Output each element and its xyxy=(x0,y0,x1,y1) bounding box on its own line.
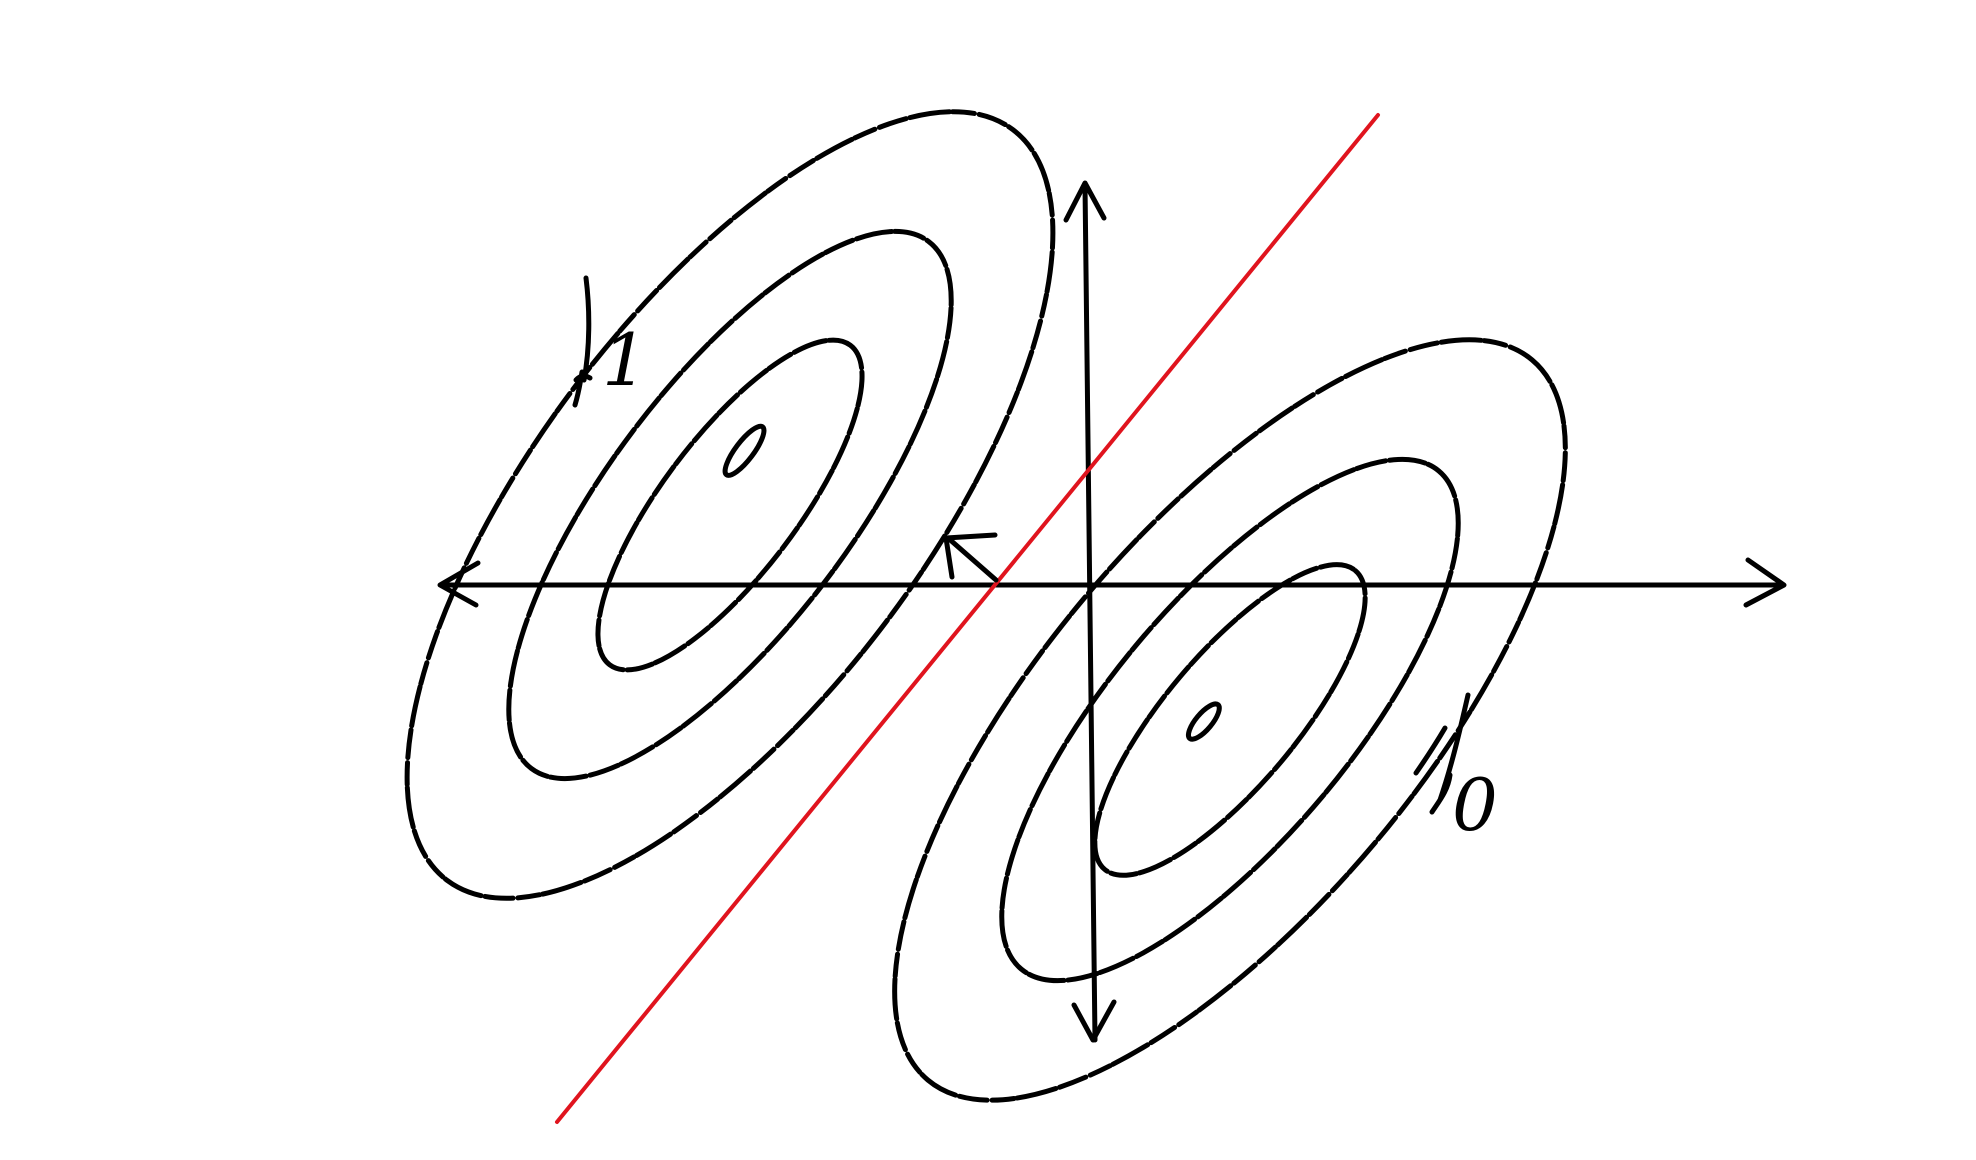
class-labels-script xyxy=(575,278,1468,812)
class-1-contour-second xyxy=(434,168,1026,842)
class-0-contour-outer xyxy=(782,238,1677,1160)
class-0-label: 0 xyxy=(1452,763,1498,847)
class-1-contour-outer xyxy=(291,12,1168,997)
class-1-label: 1 xyxy=(602,318,648,402)
class-0-contour-second xyxy=(929,394,1531,1046)
class-0-contours xyxy=(782,238,1677,1160)
class-1-label-glyph xyxy=(575,278,590,405)
axes xyxy=(440,183,1784,1040)
normal-vector-arrow xyxy=(946,535,996,580)
y-axis xyxy=(1085,185,1095,1040)
class-1-contours xyxy=(291,12,1168,997)
class-0-contour-core xyxy=(1184,700,1225,744)
class-1-contour-core xyxy=(719,421,769,480)
